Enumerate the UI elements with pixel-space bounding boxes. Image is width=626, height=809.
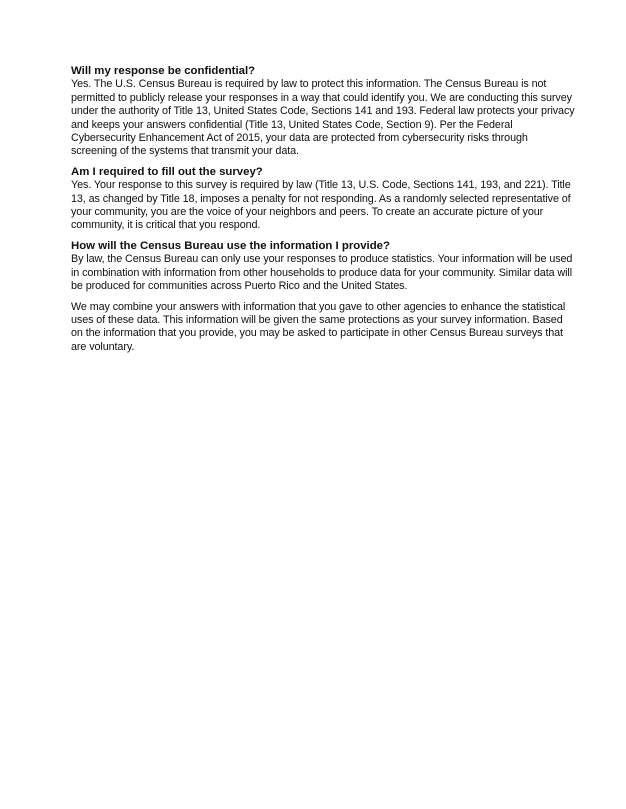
section-heading: Am I required to fill out the survey?	[71, 165, 263, 178]
section-confidentiality	[71, 65, 575, 159]
document-page	[71, 65, 575, 361]
section-paragraph: We may combine your answers with information that you gave to other agencies to enhance the statistical uses of these data. This information will be given the same protections as your survey information. Based on the information that you provide, you may be asked to participate in other Census Bureau surveys that are voluntary.	[71, 300, 566, 353]
section-paragraph: Yes. Your response to this survey is required by law (Title 13, U.S. Code, Sections 141, 193, and 221). Title 13, as changed by Title 18, imposes a penalty for not responding. As a randomly selected representative of your community, you are the voice of your neighbors and peers. To create an accurate picture of your community, it is critical that you respond.	[71, 179, 571, 232]
section-paragraph: By law, the Census Bureau can only use your responses to produce statistics. Your information will be used in combination with information from other households to produce data for your community. Similar data will be produced for communities across Puerto Rico and the United States.	[71, 253, 573, 293]
section-heading: How will the Census Bureau use the information I provide?	[71, 239, 390, 252]
section-heading: Will my response be confidential?	[71, 65, 256, 77]
section-information-use	[71, 240, 575, 354]
section-requirement	[71, 166, 575, 233]
section-paragraph: Yes. The U.S. Census Bureau is required by law to protect this information. The Census Bureau is not permitted to publicly release your responses in a way that could identify you. We are conducting this survey under the authority of Title 13, United States Code, Sections 141 and 193. Federal law protects your privacy and keeps your answers confidential (Title 13, United States Code, Section 9). Per the Federal Cybersecurity Enhancement Act of 2015, your data are protected from cybersecurity risks through screening of the systems that transmit your data.	[71, 78, 575, 158]
